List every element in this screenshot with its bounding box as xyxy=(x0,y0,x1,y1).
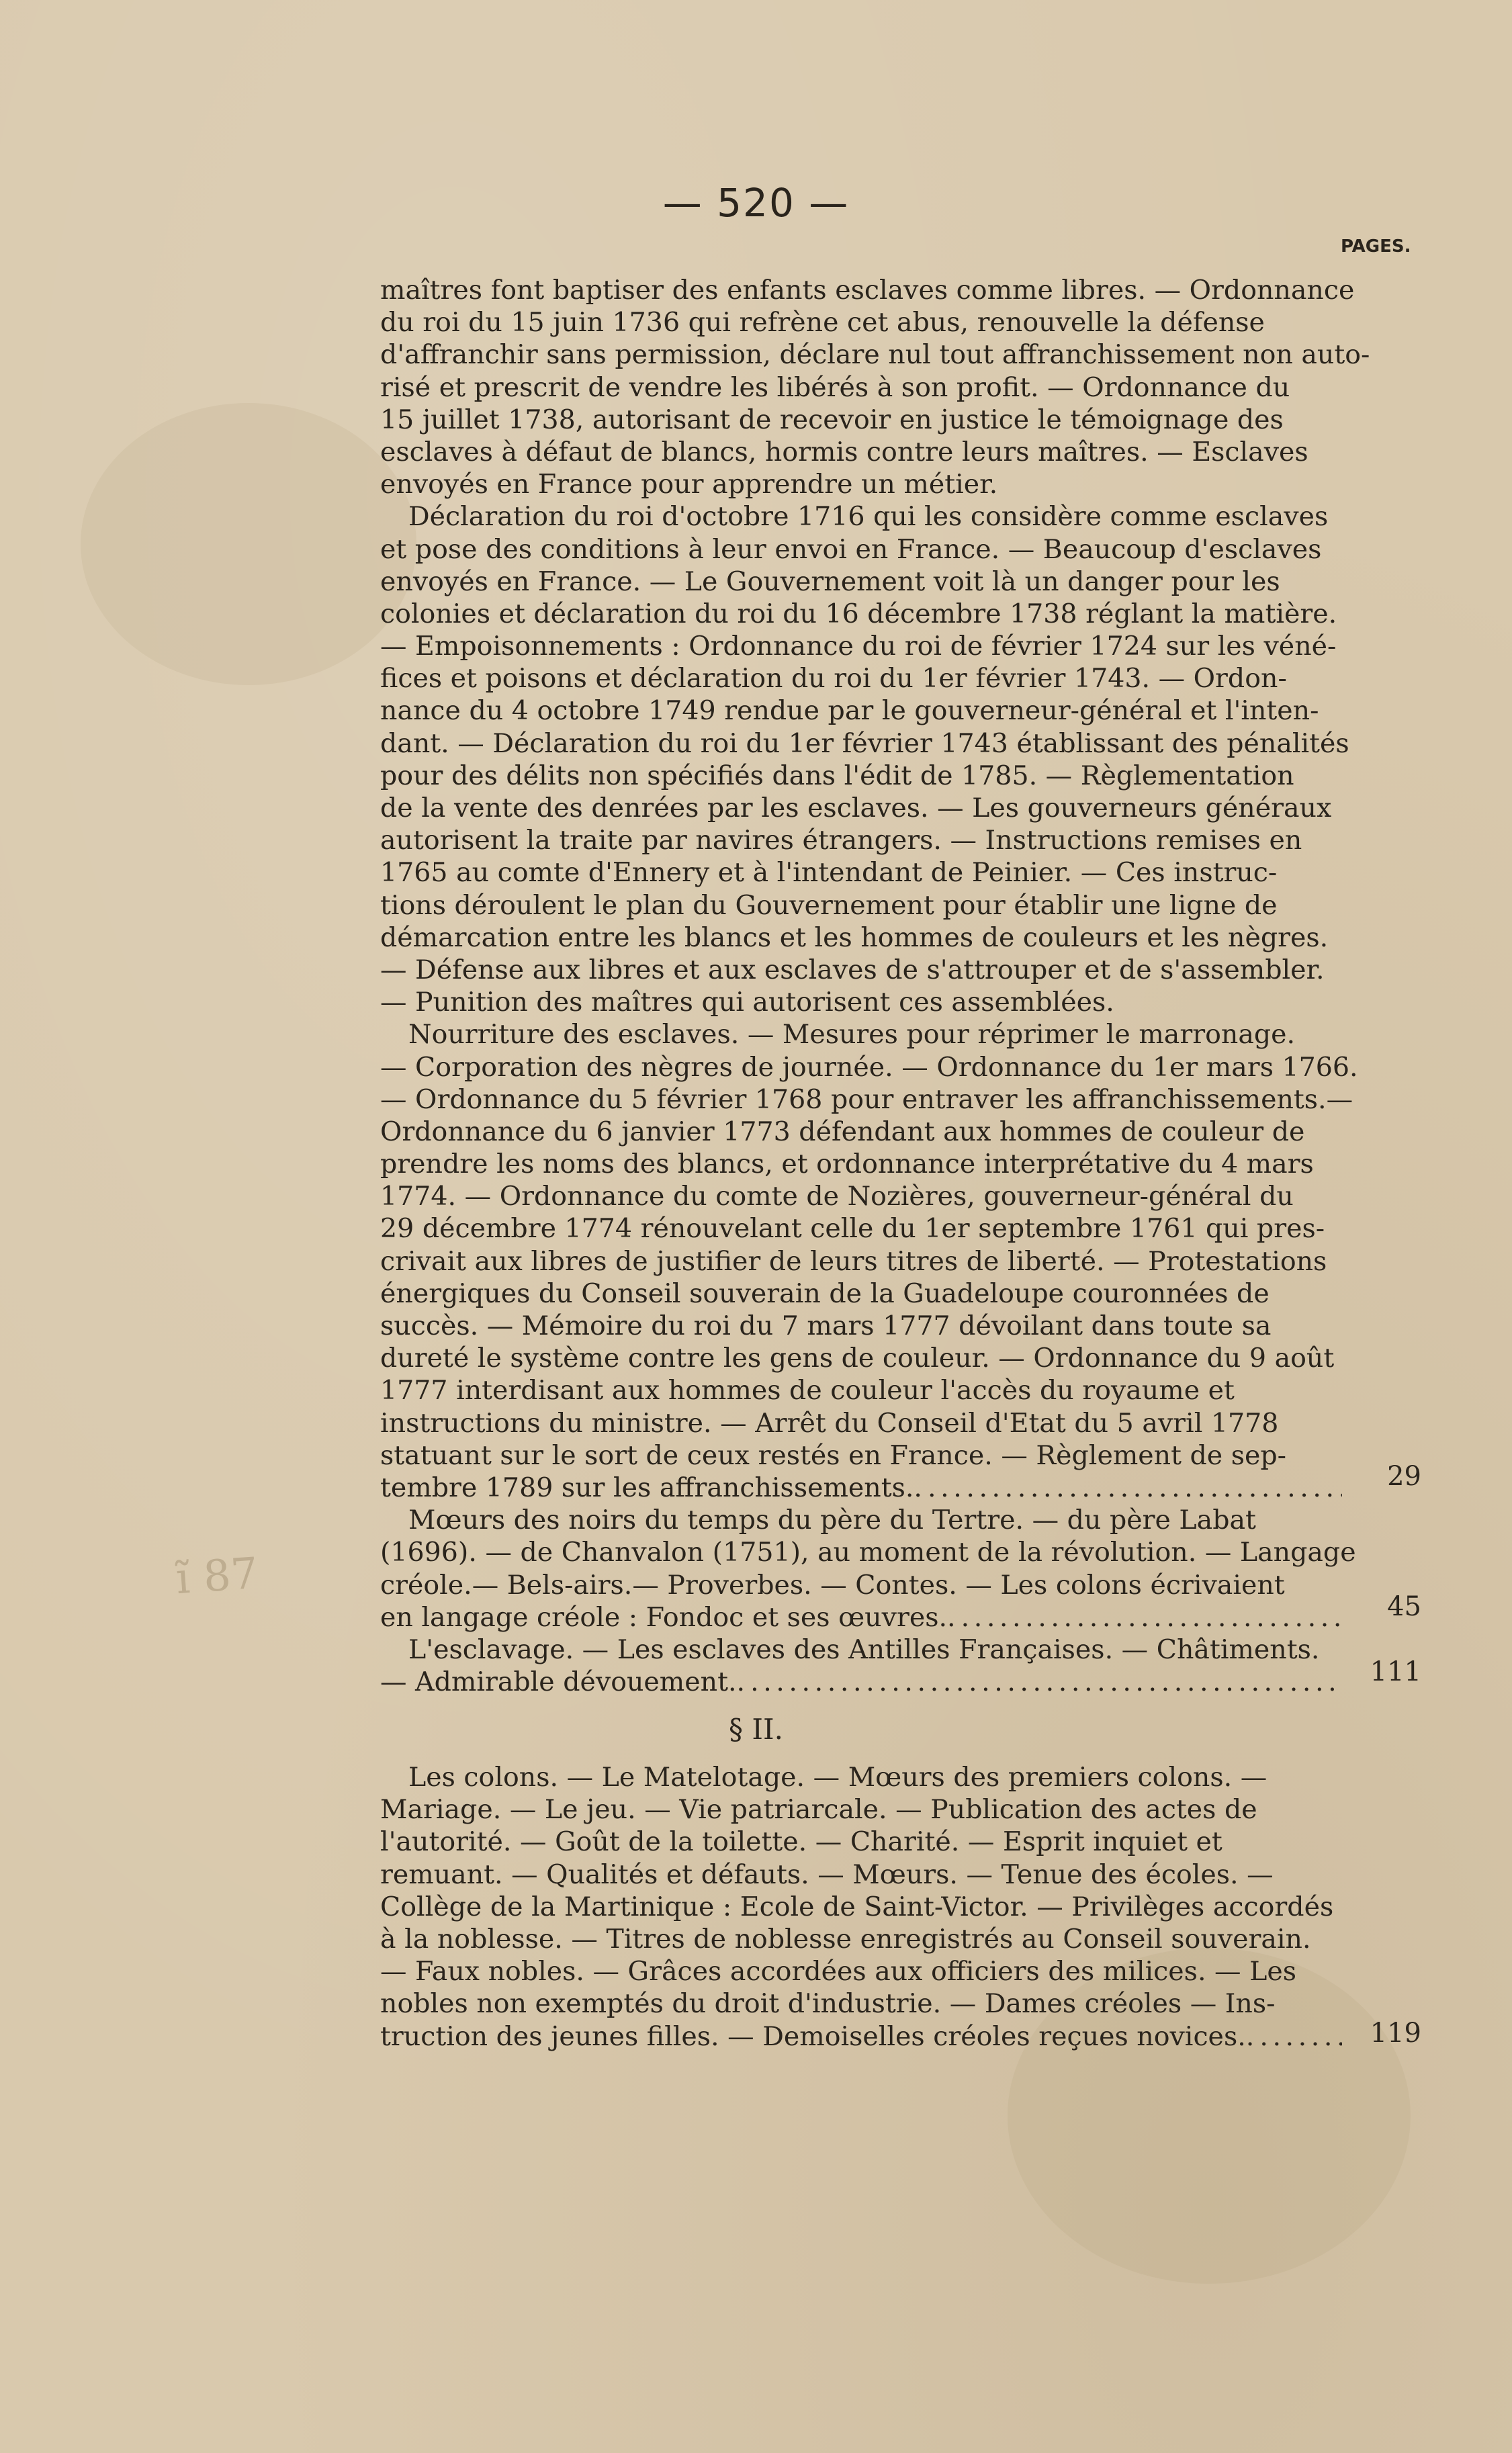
text-line: 1765 au comte d'Ennery et à l'intendant de Peinier. — Ces instruc- xyxy=(380,857,1278,889)
text-line: envoyés en France pour apprendre un métier. xyxy=(380,469,998,500)
text-line: — Défense aux libres et aux esclaves de s'attrouper et de s'assembler. xyxy=(380,954,1325,985)
toc-entry-text: — Admirable dévouement.. xyxy=(380,1666,746,1698)
text-line: à la noblesse. — Titres de noblesse enregistrés au Conseil souverain. xyxy=(380,1923,1311,1955)
text-line: dureté le système contre les gens de couleur. — Ordonnance du 9 août xyxy=(380,1343,1335,1374)
toc-entry-text: tembre 1789 sur les affranchissements.. xyxy=(380,1472,922,1503)
text-line: envoyés en France. — Le Gouvernement voit là un danger pour les xyxy=(380,566,1280,597)
text-line: l'autorité. — Goût de la toilette. — Charité. — Esprit inquiet et xyxy=(380,1826,1222,1858)
toc-entry-with-leader xyxy=(380,2020,1347,2053)
text-line: Nourriture des esclaves. — Mesures pour réprimer le marronage. xyxy=(408,1019,1296,1051)
text-line: dant. — Déclaration du roi du 1er février 1743 établissant des pénalités xyxy=(380,727,1349,759)
text-line: colonies et déclaration du roi du 16 décembre 1738 réglant la matière. xyxy=(380,598,1337,629)
text-line: autorisent la traite par navires étrangers. — Instructions remises en xyxy=(380,825,1302,856)
margin-handwritten-mark: ĩ 87 xyxy=(174,1548,260,1605)
text-line: 15 juillet 1738, autorisant de recevoir en justice le témoignage des xyxy=(380,404,1284,435)
text-line: instructions du ministre. — Arrêt du Conseil d'Etat du 5 avril 1778 xyxy=(380,1407,1279,1439)
toc-entry-text: truction des jeunes filles. — Demoiselles créoles reçues novices.. xyxy=(380,2020,1255,2052)
page-reference: 111 xyxy=(1370,1656,1421,1687)
text-line: tions déroulent le plan du Gouvernement pour établir une ligne de xyxy=(380,889,1278,921)
toc-entry-text: en langage créole : Fondoc et ses œuvres.. xyxy=(380,1601,956,1633)
dot-leader xyxy=(961,1601,1342,1634)
text-line: et pose des conditions à leur envoi en France. — Beaucoup d'esclaves xyxy=(380,533,1322,565)
text-line: Mœurs des noirs du temps du père du Tertre. — du père Labat xyxy=(408,1505,1256,1536)
text-line: succès. — Mémoire du roi du 7 mars 1777 dévoilant dans toute sa xyxy=(380,1310,1272,1341)
dot-leader xyxy=(1259,2020,1342,2053)
page-reference: 45 xyxy=(1387,1591,1421,1622)
text-line: maîtres font baptiser des enfants esclaves comme libres. — Ordonnance xyxy=(380,275,1355,306)
table-of-contents-section-2 xyxy=(380,1761,1347,2053)
dot-leader xyxy=(750,1666,1342,1698)
text-line: Mariage. — Le jeu. — Vie patriarcale. — Publication des actes de xyxy=(380,1794,1257,1826)
page-number: — 520 — xyxy=(662,180,850,226)
text-line: de la vente des denrées par les esclaves. — Les gouverneurs généraux xyxy=(380,793,1332,823)
text-line: prendre les noms des blancs, et ordonnance interprétative du 4 mars xyxy=(380,1149,1314,1180)
text-line: 1774. — Ordonnance du comte de Nozières, gouverneur-général du xyxy=(380,1181,1294,1212)
text-line: — Faux nobles. — Grâces accordées aux officiers des milices. — Les xyxy=(380,1956,1296,1988)
text-line: d'affranchir sans permission, déclare nul tout affranchissement non auto- xyxy=(380,339,1370,371)
text-line: nance du 4 octobre 1749 rendue par le gouverneur-général et l'inten- xyxy=(380,695,1319,727)
paper-stain xyxy=(81,403,416,685)
text-line: crivait aux libres de justifier de leurs titres de liberté. — Protestations xyxy=(380,1245,1327,1277)
text-line: créole.— Bels-airs.— Proverbes. — Contes. — Les colons écrivaient xyxy=(380,1569,1285,1601)
text-line: 29 décembre 1774 rénouvelant celle du 1er septembre 1761 qui pres- xyxy=(380,1213,1325,1245)
toc-entry-with-leader xyxy=(380,1601,1347,1634)
text-line: esclaves à défaut de blancs, hormis contre leurs maîtres. — Esclaves xyxy=(380,436,1308,467)
page-reference: 119 xyxy=(1370,2018,1421,2049)
text-line: du roi du 15 juin 1736 qui refrène cet abus, renouvelle la défense xyxy=(380,307,1265,339)
text-line: remuant. — Qualités et défauts. — Mœurs. — Tenue des écoles. — xyxy=(380,1859,1274,1890)
text-line: Les colons. — Le Matelotage. — Mœurs des premiers colons. — xyxy=(408,1762,1268,1793)
text-line: — Corporation des nègres de journée. — Ordonnance du 1er mars 1766. xyxy=(380,1051,1358,1083)
text-line: Déclaration du roi d'octobre 1716 qui les considère comme esclaves xyxy=(408,501,1329,533)
text-line: (1696). — de Chanvalon (1751), au moment de la révolution. — Langage xyxy=(380,1537,1356,1568)
text-line: statuant sur le sort de ceux restés en France. — Règlement de sep- xyxy=(380,1439,1287,1471)
pages-column-label: PAGES. xyxy=(1341,236,1411,257)
page-reference: 29 xyxy=(1387,1461,1421,1492)
text-line: Ordonnance du 6 janvier 1773 défendant aux hommes de couleur de xyxy=(380,1116,1305,1147)
table-of-contents-section-1 xyxy=(380,274,1370,1698)
text-line: — Punition des maîtres qui autorisent ces assemblées. xyxy=(380,987,1114,1018)
text-line: démarcation entre les blancs et les hommes de couleurs et les nègres. xyxy=(380,922,1329,953)
text-line: Collège de la Martinique : Ecole de Saint-Victor. — Privilèges accordés xyxy=(380,1891,1334,1922)
text-line: — Empoisonnements : Ordonnance du roi de février 1724 sur les véné- xyxy=(380,631,1337,662)
section-heading: § II. xyxy=(729,1713,783,1746)
text-line: nobles non exemptés du droit d'industrie. — Dames créoles — Ins- xyxy=(380,1988,1276,2020)
text-line: L'esclavage. — Les esclaves des Antilles Françaises. — Châtiments. xyxy=(408,1634,1320,1665)
text-line: énergiques du Conseil souverain de la Guadeloupe couronnées de xyxy=(380,1278,1270,1309)
text-line: 1777 interdisant aux hommes de couleur l'accès du royaume et xyxy=(380,1375,1235,1407)
toc-entry-with-leader xyxy=(380,1666,1347,1698)
dot-leader xyxy=(928,1472,1342,1504)
toc-entry-with-leader xyxy=(380,1472,1347,1504)
text-line: fices et poisons et déclaration du roi du 1er février 1743. — Ordon- xyxy=(380,663,1287,695)
text-line: risé et prescrit de vendre les libérés à son profit. — Ordonnance du xyxy=(380,371,1290,403)
text-line: — Ordonnance du 5 février 1768 pour entraver les affranchissements.— xyxy=(380,1083,1353,1115)
text-line: pour des délits non spécifiés dans l'édit de 1785. — Règlementation xyxy=(380,760,1294,791)
